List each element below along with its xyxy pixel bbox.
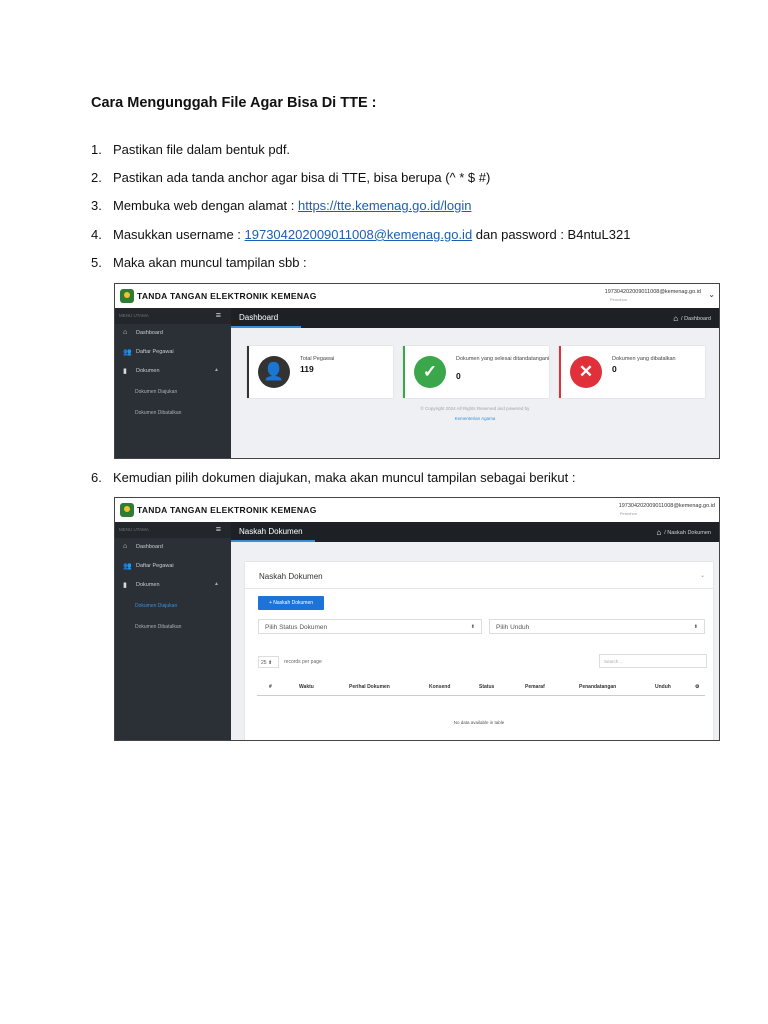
chevron-up-icon: ▲ (214, 367, 219, 373)
select-arrow-icon: ⬍ (693, 624, 698, 630)
selesai-card (403, 346, 549, 398)
step-number: 4. (91, 227, 102, 242)
select-arrow-icon: ⬍ (470, 624, 475, 630)
breadcrumb (673, 314, 711, 323)
step-text: Pastikan file dalam bentuk pdf. (113, 142, 291, 157)
card-value: 119 (300, 364, 314, 374)
dashboard-screenshot (114, 283, 720, 459)
copyright-text: © Copyright 2024 All Rights Reserved and powered by (420, 406, 530, 411)
sidebar-item-dashboard[interactable] (115, 538, 231, 557)
chevron-down-icon[interactable]: ⌄ (708, 290, 715, 299)
add-naskah-button[interactable]: + Naskah Dokumen (258, 596, 324, 610)
file-icon: ▮ (123, 582, 127, 589)
column-header[interactable]: Konsend (429, 684, 451, 690)
tab-underline (231, 540, 315, 542)
sidebar-item-label: Dokumen Diajukan (135, 603, 178, 609)
sidebar-item-diajukan[interactable] (115, 381, 231, 402)
step-text: Masukkan username : (113, 227, 245, 242)
sidebar (115, 522, 231, 740)
app-brand: TANDA TANGAN ELEKTRONIK KEMENAG (137, 291, 317, 301)
sidebar-item-dokumen[interactable] (115, 362, 231, 381)
home-icon: ⌂ (123, 543, 128, 550)
sidebar-item-dibatalkan[interactable] (115, 616, 231, 637)
column-header[interactable]: Perihal Dokumen (349, 684, 390, 690)
step-number: 3. (91, 198, 102, 213)
column-header[interactable]: # (269, 684, 272, 690)
password-text: dan password : B4ntuL321 (472, 227, 631, 242)
page-tab[interactable]: Naskah Dokumen (239, 527, 303, 536)
step-number: 6. (91, 470, 102, 485)
kemenag-logo-icon (120, 503, 134, 517)
page-length-value: 25 (261, 660, 267, 666)
home-icon[interactable]: ⌂ (673, 314, 679, 323)
unduh-select-value: Pilih Unduh (496, 624, 530, 631)
user-email[interactable]: 197304202009011008@kemenag.go.id (604, 289, 701, 295)
sidebar-item-label: Dashboard (136, 330, 163, 336)
chevron-down-icon[interactable]: ⌄ (699, 573, 705, 579)
status-select-value: Pilih Status Dokumen (265, 624, 328, 631)
total-pegawai-card (247, 346, 393, 398)
column-header[interactable]: Unduh (655, 684, 671, 690)
sidebar-header: MENU UTAMA (119, 313, 149, 318)
sidebar-item-label: Dokumen Diajukan (135, 389, 178, 395)
step-text: Maka akan muncul tampilan sbb : (113, 255, 307, 270)
step-number: 2. (91, 170, 102, 185)
step-text: Kemudian pilih dokumen diajukan, maka akan muncul tampilan sebagai berikut : (113, 470, 576, 485)
card-label: Total Pegawai (300, 356, 335, 362)
users-icon: 👥 (123, 349, 132, 356)
sidebar-top (115, 522, 231, 538)
sidebar-item-pegawai[interactable] (115, 557, 231, 576)
sidebar-header: MENU UTAMA (119, 527, 149, 532)
card-label: Dokumen yang selesai ditandatangani (456, 356, 550, 362)
sidebar-item-label: Dokumen (136, 582, 160, 588)
app-brand: TANDA TANGAN ELEKTRONIK KEMENAG (137, 505, 317, 515)
breadcrumb-text: / Naskah Dokumen (664, 530, 711, 536)
sidebar-item-label: Dashboard (136, 544, 163, 550)
gear-icon[interactable]: ⚙ (695, 684, 700, 690)
user-role: Pemohon (609, 297, 627, 302)
app-header (115, 284, 719, 309)
close-icon: ✕ (570, 356, 602, 388)
breadcrumb-text: / Dashboard (681, 316, 711, 322)
hamburger-icon[interactable]: ≡ (215, 310, 221, 320)
copyright-link[interactable]: Kementerian Agama (454, 416, 496, 421)
home-icon[interactable]: ⌂ (656, 528, 662, 537)
topbar (231, 522, 719, 542)
chevron-up-icon: ▲ (214, 581, 219, 587)
search-input[interactable]: Search... (599, 654, 707, 668)
sidebar-item-label: Dokumen Dibatalkan (135, 624, 182, 630)
users-icon: 👥 (123, 563, 132, 570)
document-title: Cara Mengunggah File Agar Bisa Di TTE : (91, 95, 377, 111)
page-tab[interactable]: Dashboard (239, 313, 279, 322)
sidebar-item-diajukan[interactable] (115, 595, 231, 616)
table-header-divider (257, 695, 705, 696)
sidebar (115, 308, 231, 458)
step-1 (91, 142, 290, 157)
user-icon: 👤 (258, 356, 290, 388)
tab-underline (231, 326, 301, 328)
sidebar-item-label: Dokumen Dibatalkan (135, 410, 182, 416)
home-icon: ⌂ (123, 329, 128, 336)
breadcrumb (656, 528, 711, 537)
sidebar-item-pegawai[interactable] (115, 343, 231, 362)
step-6 (91, 470, 576, 485)
column-header[interactable]: Pemaraf (525, 684, 545, 690)
user-email[interactable]: 197304202009011008@kemenag.go.id (618, 503, 715, 509)
sidebar-top (115, 308, 231, 324)
column-header[interactable]: Penandatangan (579, 684, 617, 690)
app-header (115, 498, 719, 523)
sidebar-item-label: Daftar Pegawai (136, 563, 174, 569)
step-4 (91, 227, 630, 242)
user-role: Pemohon (619, 511, 637, 516)
card-value: 0 (456, 371, 461, 381)
panel-title: Naskah Dokumen (259, 572, 323, 581)
step-number: 1. (91, 142, 102, 157)
dibatalkan-card (559, 346, 705, 398)
sidebar-item-label: Daftar Pegawai (136, 349, 174, 355)
page-length-select[interactable]: 25 ⬍ (258, 656, 279, 668)
sidebar-item-dashboard[interactable] (115, 324, 231, 343)
step-3 (91, 198, 471, 213)
sidebar-item-dokumen[interactable] (115, 576, 231, 595)
unduh-select[interactable] (489, 619, 705, 634)
hamburger-icon[interactable]: ≡ (215, 524, 221, 534)
username-email-link[interactable]: 197304202009011008@kemenag.go.id (244, 227, 473, 242)
column-header[interactable]: Status (479, 684, 495, 690)
card-label: Dokumen yang dibatalkan (612, 356, 676, 362)
status-select[interactable] (258, 619, 482, 634)
file-icon: ▮ (123, 368, 127, 375)
sidebar-item-label: Dokumen (136, 368, 160, 374)
naskah-panel (245, 562, 713, 740)
sidebar-item-dibatalkan[interactable] (115, 402, 231, 423)
check-icon: ✓ (414, 356, 446, 388)
naskah-dokumen-screenshot (114, 497, 720, 741)
column-header[interactable]: Waktu (299, 684, 314, 690)
divider (245, 588, 713, 589)
empty-table-message: No data available in table (453, 720, 505, 725)
login-url-link[interactable]: https://tte.kemenag.go.id/login (298, 198, 472, 213)
step-2 (91, 170, 490, 185)
kemenag-logo-icon (120, 289, 134, 303)
step-text: Pastikan ada tanda anchor agar bisa di TTE, bisa berupa (^ * $ #) (113, 170, 491, 185)
step-text: Membuka web dengan alamat : (113, 198, 298, 213)
step-5 (91, 255, 307, 270)
card-value: 0 (612, 364, 617, 374)
topbar (231, 308, 719, 328)
page-length-label: records per page (284, 659, 322, 665)
step-number: 5. (91, 255, 102, 270)
